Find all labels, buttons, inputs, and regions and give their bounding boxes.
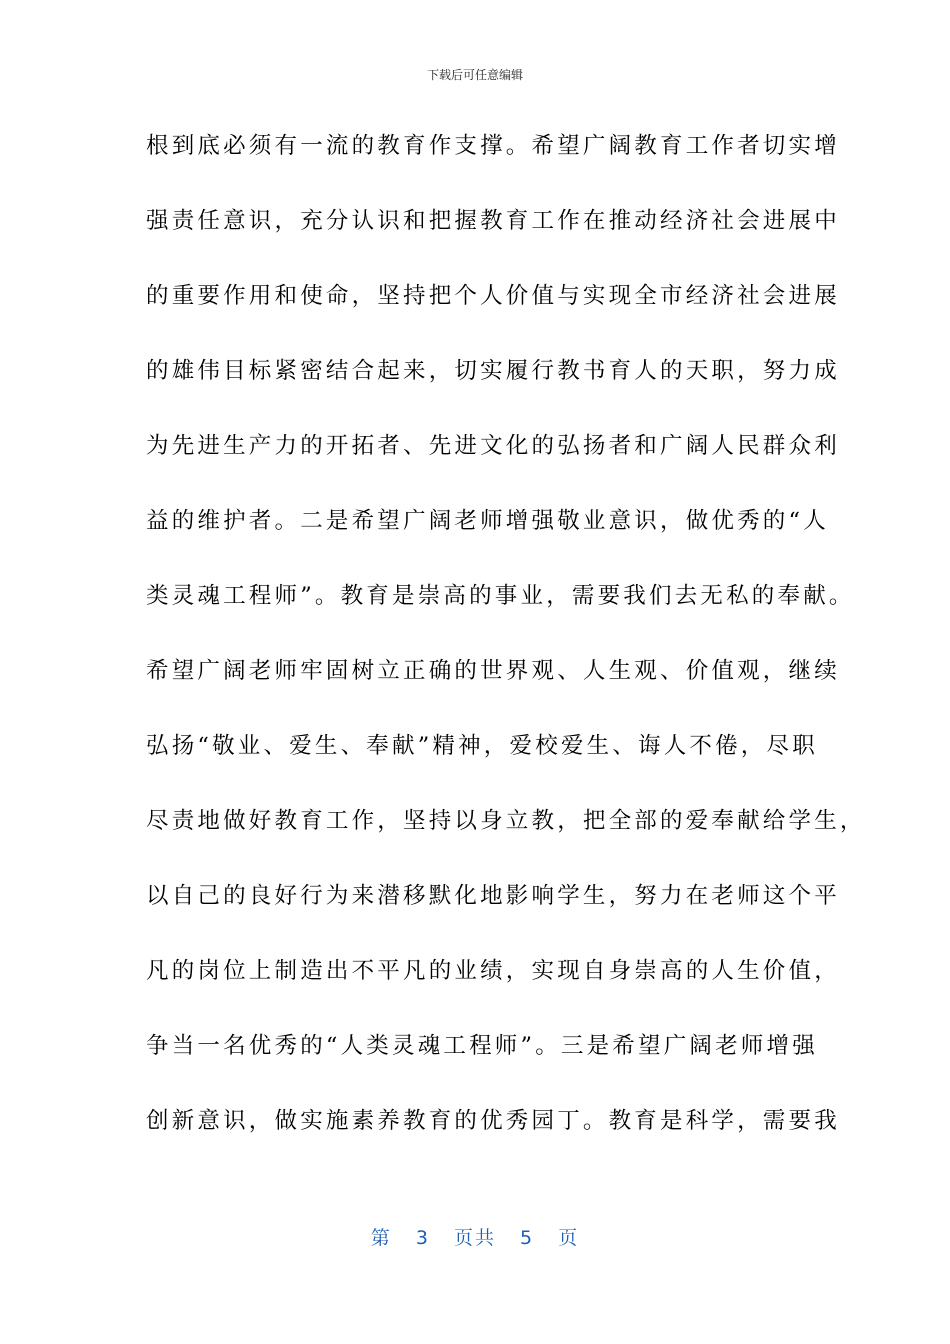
- body-line: 创新意识，做实施素养教育的优秀园丁。教育是科学，需要我: [146, 1108, 840, 1134]
- body-line: 类灵魂工程师”。教育是崇高的事业，需要我们去无私的奉献。: [146, 583, 855, 609]
- body-line: 为先进生产力的开拓者、先进文化的弘扬者和广阔人民群众利: [146, 433, 840, 459]
- page-prefix: 第: [370, 1227, 392, 1249]
- body-line: 争当一名优秀的“人类灵魂工程师”。三是希望广阔老师增强: [146, 1033, 818, 1059]
- page-middle: 页共: [453, 1227, 496, 1249]
- body-line: 的重要作用和使命，坚持把个人价值与实现全市经济社会进展: [146, 283, 840, 309]
- page-header: 下载后可任意编辑: [426, 68, 523, 82]
- page-number-footer: [0, 1226, 950, 1250]
- page-suffix: 页: [558, 1227, 580, 1249]
- body-line: 希望广阔老师牢固树立正确的世界观、人生观、价值观，继续: [146, 658, 840, 684]
- current-page-number: 3: [415, 1227, 430, 1249]
- body-line: 凡的岗位上制造出不平凡的业绩，实现自身崇高的人生价值，: [146, 958, 840, 984]
- body-line: 根到底必须有一流的教育作支撑。希望广阔教育工作者切实增: [146, 133, 840, 159]
- body-line: 的雄伟目标紧密结合起来，切实履行教书育人的天职，努力成: [146, 358, 840, 384]
- body-line: 以自己的良好行为来潜移默化地影响学生，努力在老师这个平: [146, 883, 840, 909]
- body-line: 尽责地做好教育工作，坚持以身立教，把全部的爱奉献给学生，: [146, 808, 866, 834]
- body-line: 强责任意识，充分认识和把握教育工作在推动经济社会进展中: [146, 208, 840, 234]
- document-body: [146, 126, 866, 1176]
- total-pages-number: 5: [520, 1227, 535, 1249]
- body-line: 益的维护者。二是希望广阔老师增强敬业意识，做优秀的“人: [146, 508, 829, 534]
- body-line: 弘扬“敬业、爱生、奉献”精神，爱校爱生、诲人不倦，尽职: [146, 733, 818, 759]
